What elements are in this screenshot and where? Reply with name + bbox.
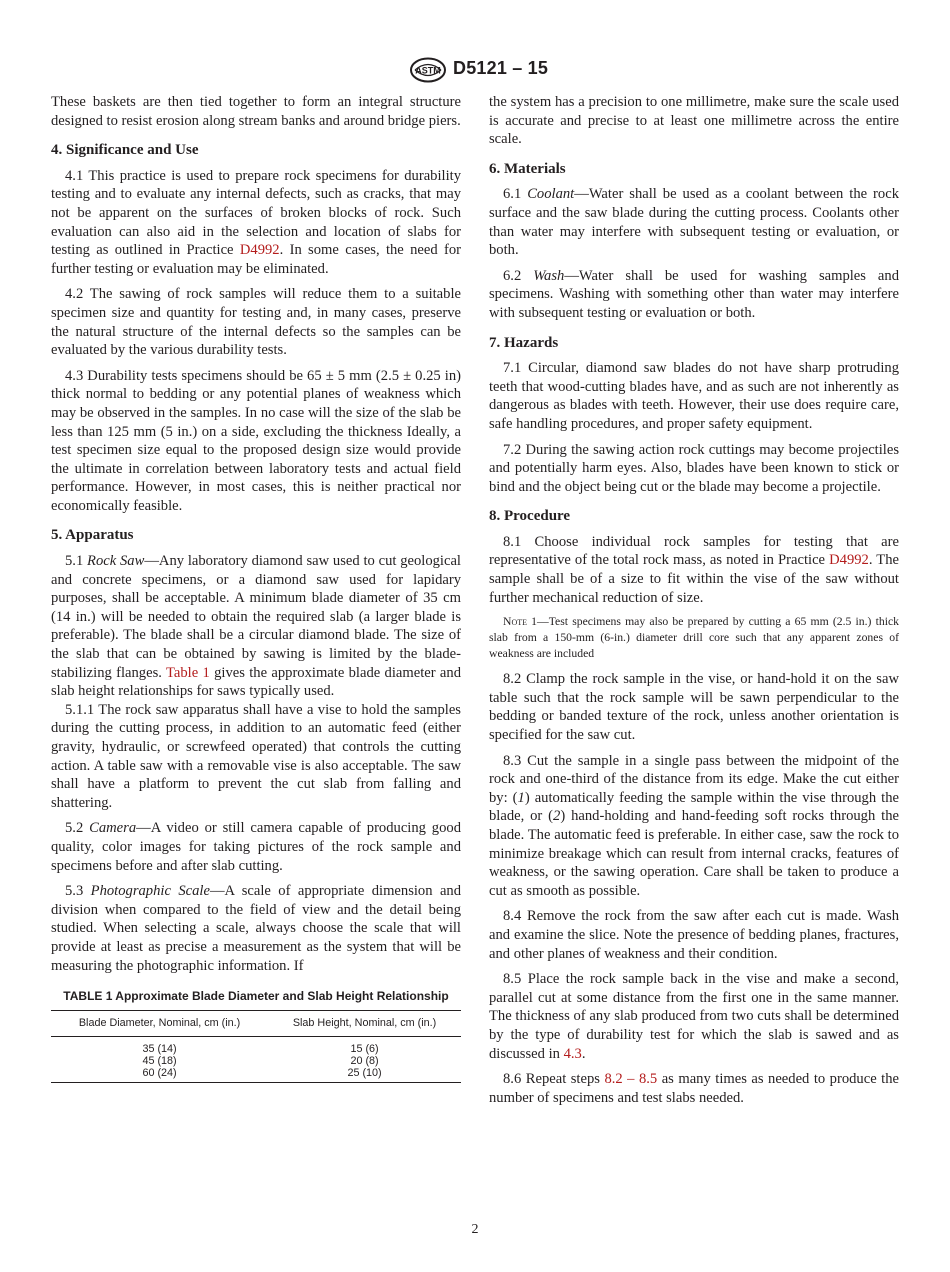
- paragraph-4-3: 4.3 Durability tests specimens should be 65 ± 5 mm (2.5 ± 0.25 in) thick normal to bedding or any potential planes of weakness which may be observed in the samples. In no case will the size of the slab be less than 125 mm (5 in.) on a side, excluding the thickness Ideally, a test specimen size equal to the proposed design size would provide the ultimate in correlation between laboratory tests and actual field performance. However, in most cases, this is neither practical nor economically feasible.: [51, 367, 461, 514]
- table-row: [51, 1055, 461, 1067]
- table-cell: 45 (18): [142, 1054, 177, 1067]
- reference-link-4-3[interactable]: 4.3: [563, 1045, 582, 1062]
- svg-text:ASTM: ASTM: [415, 65, 441, 76]
- paragraph-6-1: 6.1 Coolant—Water shall be used as a coolant between the rock surface and the saw blade during the cutting process. Coolants other than water may interfere with subsequent testing or evaluation, or both.: [489, 186, 899, 259]
- astm-logo-icon: [409, 57, 447, 83]
- table-row: [51, 1036, 461, 1055]
- reference-link-d4992[interactable]: D4992: [239, 242, 280, 259]
- document-id: D5121 – 15: [453, 58, 549, 78]
- table-cell: 35 (14): [142, 1042, 177, 1055]
- table-cell: 25 (10): [268, 1067, 461, 1083]
- paragraph-8-6: 8.6 Repeat steps 8.2 – 8.5 as many times as needed to produce the number of specimens and test slabs needed.: [489, 1071, 899, 1106]
- paragraph-4-1: 4.1 This practice is used to prepare rock specimens for durability testing and to evaluate any internal defects, such as cracks, that may not be apparent on the surfaces of broken blocks of rock. Such evaluation can also aid in the selection and location of slabs for testing as outlined in Practice D4992. In some cases, the need for further testing or evaluation may be eliminated.: [51, 167, 461, 277]
- table-1-title: TABLE 1 Approximate Blade Diameter and Slab Height Relationship: [63, 989, 449, 1004]
- paragraph-8-1: 8.1 Choose individual rock samples for testing that are representative of the total rock mass, as noted in Practice D4992. The sample shall be of a size to fit within the vise of the saw without further mechanical reduction of size.: [489, 533, 899, 606]
- paragraph-continued: These baskets are then tied together to form an integral structure designed to resist erosion along stream banks and around bridge piers.: [51, 94, 461, 129]
- paragraph-4-2: 4.2 The sawing of rock samples will reduce them to a suitable specimen size and quantity for testing and, in many cases, preserve the natural structure of the internal defects so the samples can be evaluated by the various durability tests.: [51, 286, 461, 359]
- section-4-heading: 4. Significance and Use: [51, 142, 199, 159]
- left-column: [51, 93, 461, 1083]
- table-cell: 20 (8): [350, 1054, 379, 1067]
- note-1: Note 1—Test specimens may also be prepared by cutting a 65 mm (2.5 in.) thick slab from a 150-mm (6-in.) diameter drill core such that any apparent zones of weakness are included: [489, 615, 899, 661]
- section-7-heading: 7. Hazards: [489, 334, 559, 351]
- paragraph-5-1: 5.1 Rock Saw—Any laboratory diamond saw used to cut geological and concrete specimens, or a diamond saw used for lapidary purposes, shall be acceptable. A minimum blade diameter of 35 cm (14 in.) will be needed to obtain the required slab (a larger blade is preferable). The blade shall be a circular diamond blade. The size of the slab that can be obtained by sawing is limited by the blade-stabilizing flanges. Table 1 gives the approximate blade diameter and slab height relationships for saws typically used.: [51, 553, 461, 700]
- section-8-heading: 8. Procedure: [489, 508, 571, 525]
- paragraph-8-3: 8.3 Cut the sample in a single pass between the midpoint of the rock and one-third of the distance from its edge. Make the cut either by: (1) automatically feeding the sample within the vise through the blade, or (2) hand-holding and hand-feeding soft rocks through the blade. The automatic feed is preferable. In either case, saw the rock to minimize breakage which can result from internal cracks, features of weakness, or the sawing operation. Care shall be taken to produce a cut as smooth as possible.: [489, 752, 899, 899]
- table-header-blade-diameter: Blade Diameter, Nominal, cm (in.): [51, 1011, 268, 1037]
- paragraph-6-2: 6.2 Wash—Water shall be used for washing samples and specimens. Washing with something other than water may interfere with subsequent testing or evaluation or both.: [489, 267, 899, 321]
- right-column: [489, 93, 899, 1114]
- paragraph-continued: the system has a precision to one millimetre, make sure the scale used is accurate and precise to at least one millimetre across the entire scale.: [489, 94, 899, 148]
- reference-link-table-1[interactable]: Table 1: [165, 664, 210, 681]
- table-cell: 60 (24): [51, 1067, 268, 1083]
- paragraph-5-3: 5.3 Photographic Scale—A scale of appropriate dimension and division when compared to the field of view and the detail being studied. When selecting a scale, always choose the scale that will provide at least as precise a measurement as the system that will be measuring the photographic information. If: [51, 883, 462, 974]
- paragraph-5-2: 5.2 Camera—A video or still camera capable of producing good quality, color images for taking pictures of the rock sample and specimens before and after slab cutting.: [51, 820, 461, 874]
- reference-link-d4992[interactable]: D4992: [829, 552, 869, 569]
- paragraph-5-1-1: 5.1.1 The rock saw apparatus shall have a vise to hold the samples during the cutting process, in addition to an automatic feed (either gravity, hydraulic, or screwfeed operated) that controls the cutting action. A table saw with a removable vise is also acceptable. The saw shall have a platform to prevent the cut slab from falling and shattering.: [51, 701, 461, 811]
- page-header: [0, 57, 950, 85]
- table-1-grid: [51, 1010, 461, 1083]
- section-5-heading: 5. Apparatus: [51, 527, 134, 544]
- page-number: 2: [471, 1222, 479, 1237]
- paragraph-8-2: 8.2 Clamp the rock sample in the vise, or hand-hold it on the saw table such that the rock sample will be sawn perpendicular to the bedding or banded texture of the rock, unless another orientation is specified for the saw cut.: [489, 671, 899, 744]
- paragraph-8-4: 8.4 Remove the rock from the saw after each cut is made. Wash and examine the slice. Note the presence of bedding planes, fractures, and other planes of weakness and their condition.: [489, 908, 899, 962]
- paragraph-7-1: 7.1 Circular, diamond saw blades do not have sharp protruding teeth that wood-cutting blades have, and as such are not inherently as dangerous as blades with teeth. However, their use does require care, safe handling procedures, and proper safety equipment.: [489, 360, 899, 432]
- table-cell: 15 (6): [350, 1042, 379, 1055]
- section-6-heading: 6. Materials: [489, 160, 566, 177]
- table-row: [51, 1067, 461, 1083]
- table-header-slab-height: Slab Height, Nominal, cm (in.): [268, 1011, 461, 1037]
- reference-link-8-2-8-5[interactable]: 8.2 – 8.5: [604, 1071, 658, 1088]
- paragraph-7-2: 7.2 During the sawing action rock cuttings may become projectiles and potentially harm eyes. Also, blades have been known to stick or bind and the object being cut or the blade may become a projectile.: [489, 441, 899, 495]
- table-1: [51, 989, 461, 1083]
- paragraph-8-5: 8.5 Place the rock sample back in the vise and make a second, parallel cut at some distance from the first one in the same manner. The thickness of any slab produced from two cuts shall be determined by the type of durability test for which the slab is sawed and as discussed in 4.3.: [489, 971, 899, 1062]
